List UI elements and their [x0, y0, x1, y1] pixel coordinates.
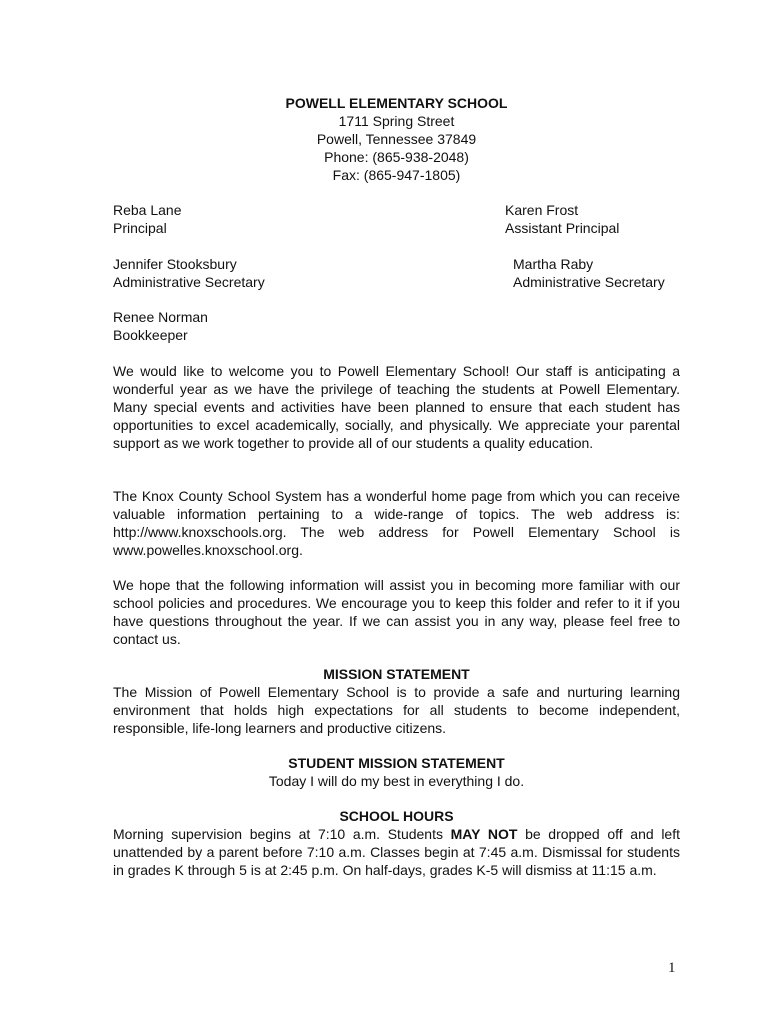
mission-heading: MISSION STATEMENT [323, 666, 470, 682]
hours-text-end: be dropped off and left unattended by a parent before 7:10 a.m. Classes begin at 7:45 a.m. Dismissal for students in grades K through 5 is at 2:45 p.m. On half-days, grades K-5 will dismiss at 11:15 a.m. [113, 826, 680, 878]
staff-name: Reba Lane [113, 202, 182, 218]
mission-text: The Mission of Powell Elementary School is to provide a safe and nurturing learning environment that holds high expectations for all students to become independent, responsible, life-long learners and productive citizens. [113, 684, 680, 736]
page-number: 1 [668, 960, 676, 976]
staff-principal [113, 201, 182, 237]
staff-title: Assistant Principal [505, 220, 620, 236]
staff-title: Bookkeeper [113, 327, 188, 343]
staff-title: Administrative Secretary [513, 274, 665, 290]
school-header [0, 94, 770, 184]
staff-secretary-1 [113, 255, 265, 291]
staff-title: Administrative Secretary [113, 274, 265, 290]
school-name: POWELL ELEMENTARY SCHOOL [285, 95, 508, 111]
school-phone: Phone: (865-938-2048) [324, 149, 469, 165]
school-hours-text [113, 825, 680, 879]
school-city: Powell, Tennessee 37849 [316, 131, 477, 147]
staff-name: Jennifer Stooksbury [113, 256, 237, 272]
school-fax: Fax: (865-947-1805) [332, 167, 461, 183]
hope-paragraph: We hope that the following information will assist you in becoming more familiar with our school policies and procedures. We encourage you to keep this folder and refer to it if you have questions throughout the year. If we can assist you in any way, please feel free to contact us. [113, 577, 680, 647]
staff-title: Principal [113, 220, 167, 236]
staff-secretary-2 [513, 255, 665, 291]
staff-name: Martha Raby [513, 256, 594, 272]
staff-bookkeeper [113, 308, 208, 344]
knox-paragraph: The Knox County School System has a wonderful home page from which you can receive valuable information pertaining to a wide-range of topics. The web address is: http://www.knoxschools.org. The web address for Powell Elementary School is www.powelles.knoxschool.org. [113, 488, 680, 558]
school-hours-heading: SCHOOL HOURS [339, 808, 454, 824]
student-mission-heading: STUDENT MISSION STATEMENT [288, 755, 505, 771]
hours-text-start: Morning supervision begins at 7:10 a.m. Students [113, 826, 451, 842]
student-mission-text: Today I will do my best in everything I do. [268, 773, 525, 789]
staff-name: Renee Norman [113, 309, 208, 325]
staff-name: Karen Frost [505, 202, 579, 218]
school-street: 1711 Spring Street [338, 113, 455, 129]
hours-text-emphasis: MAY NOT [450, 826, 518, 842]
welcome-paragraph: We would like to welcome you to Powell Elementary School! Our staff is anticipating a wonderful year as we have the privilege of teaching the students at Powell Elementary. Many special events and activities have been planned to ensure that each student has opportunities to excel academically, socially, and physically. We appreciate your parental support as we work together to provide all of our students a quality education. [113, 363, 680, 451]
staff-assistant-principal [505, 201, 619, 237]
